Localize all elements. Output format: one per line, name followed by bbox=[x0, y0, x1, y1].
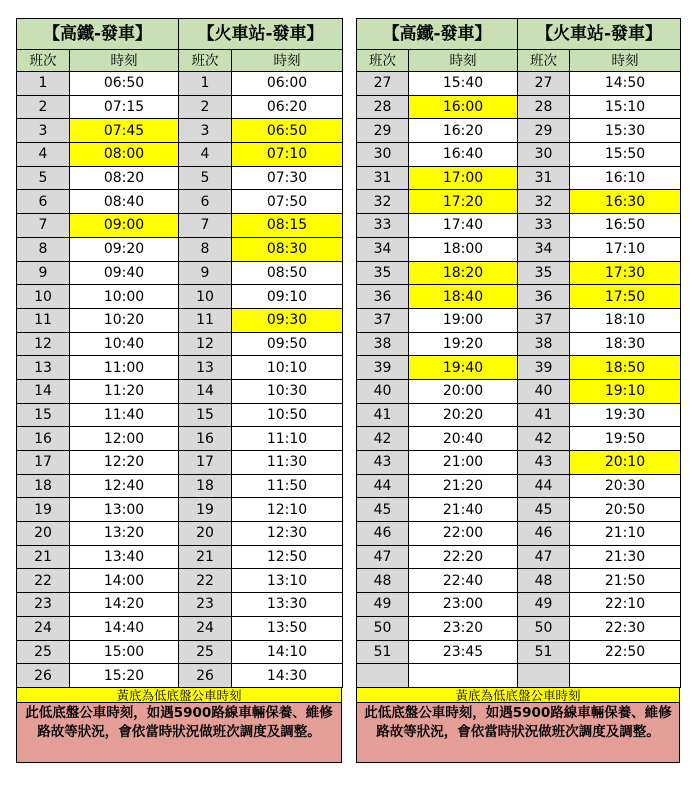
trip-number: 27 bbox=[518, 72, 570, 96]
trip-number: 29 bbox=[357, 119, 409, 143]
trip-number: 28 bbox=[357, 95, 409, 119]
trip-number: 18 bbox=[17, 474, 70, 498]
trip-number: 24 bbox=[17, 616, 70, 640]
departure-time: 10:30 bbox=[232, 379, 343, 403]
trip-number: 45 bbox=[518, 498, 570, 522]
departure-time: 21:00 bbox=[409, 451, 518, 475]
time-header: 時刻 bbox=[70, 50, 179, 72]
trip-number: 13 bbox=[17, 356, 70, 380]
departure-time: 12:30 bbox=[232, 522, 343, 546]
station-departure-title: 【火車站-發車】 bbox=[179, 19, 343, 50]
departure-time: 15:00 bbox=[70, 640, 179, 664]
trip-number: 40 bbox=[518, 379, 570, 403]
departure-time: 15:40 bbox=[409, 72, 518, 96]
table-row bbox=[17, 237, 343, 261]
trip-number: 15 bbox=[17, 403, 70, 427]
trip-number: 45 bbox=[357, 498, 409, 522]
trip-number: 49 bbox=[518, 593, 570, 617]
trip-number: 39 bbox=[357, 356, 409, 380]
low-floor-time: 16:30 bbox=[570, 190, 681, 214]
low-floor-time: 08:30 bbox=[232, 237, 343, 261]
departure-time: 15:50 bbox=[570, 143, 681, 167]
trip-number bbox=[518, 664, 570, 688]
departure-time: 07:50 bbox=[232, 190, 343, 214]
departure-time: 11:00 bbox=[70, 356, 179, 380]
departure-time: 20:50 bbox=[570, 498, 681, 522]
departure-time: 10:00 bbox=[70, 285, 179, 309]
low-floor-legend: 黃底為低底盤公車時刻 bbox=[16, 688, 342, 703]
table-row bbox=[17, 427, 343, 451]
trip-number: 47 bbox=[518, 545, 570, 569]
trip-number: 30 bbox=[357, 143, 409, 167]
trip-number: 47 bbox=[357, 545, 409, 569]
departure-time: 14:10 bbox=[232, 640, 343, 664]
trip-number: 4 bbox=[179, 143, 232, 167]
trip-number: 10 bbox=[179, 285, 232, 309]
title-row bbox=[17, 19, 343, 50]
table-row bbox=[357, 593, 681, 617]
departure-time: 13:10 bbox=[232, 569, 343, 593]
trip-number: 26 bbox=[17, 664, 70, 688]
trip-number bbox=[357, 664, 409, 688]
trip-no-header: 班次 bbox=[17, 50, 70, 72]
trip-number: 20 bbox=[179, 522, 232, 546]
trip-number: 1 bbox=[179, 72, 232, 96]
trip-number: 8 bbox=[17, 237, 70, 261]
low-floor-time: 16:00 bbox=[409, 95, 518, 119]
table-row bbox=[17, 285, 343, 309]
departure-time bbox=[570, 664, 681, 688]
table-row bbox=[357, 72, 681, 96]
table-row bbox=[17, 214, 343, 238]
table-row bbox=[357, 308, 681, 332]
trip-number: 17 bbox=[179, 451, 232, 475]
departure-time: 13:20 bbox=[70, 522, 179, 546]
trip-number: 23 bbox=[179, 593, 232, 617]
trip-number: 16 bbox=[17, 427, 70, 451]
table-row bbox=[357, 451, 681, 475]
trip-number: 29 bbox=[518, 119, 570, 143]
trip-number: 32 bbox=[518, 190, 570, 214]
departure-time: 09:10 bbox=[232, 285, 343, 309]
time-header: 時刻 bbox=[570, 50, 681, 72]
departure-time: 21:30 bbox=[570, 545, 681, 569]
table-row bbox=[357, 522, 681, 546]
departure-time: 14:00 bbox=[70, 569, 179, 593]
departure-time: 09:40 bbox=[70, 261, 179, 285]
departure-time: 13:40 bbox=[70, 545, 179, 569]
trip-number: 31 bbox=[518, 166, 570, 190]
table-row bbox=[17, 474, 343, 498]
departure-time: 10:50 bbox=[232, 403, 343, 427]
trip-number: 41 bbox=[357, 403, 409, 427]
low-floor-time: 17:30 bbox=[570, 261, 681, 285]
table-row bbox=[357, 379, 681, 403]
table-row bbox=[17, 498, 343, 522]
table-row bbox=[357, 119, 681, 143]
departure-time: 13:00 bbox=[70, 498, 179, 522]
trip-number: 2 bbox=[179, 95, 232, 119]
low-floor-time: 08:15 bbox=[232, 214, 343, 238]
title-row bbox=[357, 19, 681, 50]
trip-number: 3 bbox=[17, 119, 70, 143]
table-row bbox=[357, 640, 681, 664]
trip-number: 37 bbox=[357, 308, 409, 332]
departure-time: 23:45 bbox=[409, 640, 518, 664]
departure-time: 20:20 bbox=[409, 403, 518, 427]
departure-time: 22:20 bbox=[409, 545, 518, 569]
trip-number: 25 bbox=[179, 640, 232, 664]
trip-number: 50 bbox=[518, 616, 570, 640]
departure-time: 22:30 bbox=[570, 616, 681, 640]
trip-number: 39 bbox=[518, 356, 570, 380]
low-floor-time: 18:50 bbox=[570, 356, 681, 380]
departure-time: 16:40 bbox=[409, 143, 518, 167]
departure-time: 06:00 bbox=[232, 72, 343, 96]
departure-time: 14:30 bbox=[232, 664, 343, 688]
table-row bbox=[357, 332, 681, 356]
departure-time: 22:40 bbox=[409, 569, 518, 593]
trip-number: 48 bbox=[518, 569, 570, 593]
trip-number: 23 bbox=[17, 593, 70, 617]
departure-time: 21:50 bbox=[570, 569, 681, 593]
low-floor-time: 17:50 bbox=[570, 285, 681, 309]
departure-time: 20:40 bbox=[409, 427, 518, 451]
low-floor-time: 09:00 bbox=[70, 214, 179, 238]
departure-time: 21:10 bbox=[570, 522, 681, 546]
departure-time: 16:20 bbox=[409, 119, 518, 143]
trip-number: 43 bbox=[518, 451, 570, 475]
trip-number: 35 bbox=[518, 261, 570, 285]
trip-number: 1 bbox=[17, 72, 70, 96]
departure-time: 11:30 bbox=[232, 451, 343, 475]
trip-number: 49 bbox=[357, 593, 409, 617]
trip-number: 5 bbox=[179, 166, 232, 190]
table-row bbox=[17, 569, 343, 593]
table-row bbox=[357, 545, 681, 569]
table-row bbox=[357, 569, 681, 593]
table-row bbox=[357, 498, 681, 522]
station-departure-title: 【火車站-發車】 bbox=[518, 19, 681, 50]
low-floor-time: 07:10 bbox=[232, 143, 343, 167]
departure-time: 15:10 bbox=[570, 95, 681, 119]
table-row bbox=[357, 285, 681, 309]
departure-time: 18:30 bbox=[570, 332, 681, 356]
trip-number: 14 bbox=[179, 379, 232, 403]
departure-time: 12:20 bbox=[70, 451, 179, 475]
trip-number: 11 bbox=[17, 308, 70, 332]
table-row bbox=[17, 451, 343, 475]
trip-number: 34 bbox=[357, 237, 409, 261]
header-row bbox=[357, 50, 681, 72]
table-row bbox=[17, 308, 343, 332]
trip-number: 15 bbox=[179, 403, 232, 427]
departure-time: 22:10 bbox=[570, 593, 681, 617]
departure-time: 21:20 bbox=[409, 474, 518, 498]
departure-time: 23:00 bbox=[409, 593, 518, 617]
dispatch-note: 此低底盤公車時刻，如遇5900路線車輛保養、維修路故等狀況，會依當時狀況做班次調度及調整。 bbox=[356, 703, 680, 763]
trip-number: 22 bbox=[17, 569, 70, 593]
trip-number: 25 bbox=[17, 640, 70, 664]
trip-number: 24 bbox=[179, 616, 232, 640]
trip-number: 38 bbox=[518, 332, 570, 356]
departure-time: 16:10 bbox=[570, 166, 681, 190]
departure-time: 18:10 bbox=[570, 308, 681, 332]
departure-time: 11:20 bbox=[70, 379, 179, 403]
trip-number: 12 bbox=[179, 332, 232, 356]
schedule-table bbox=[356, 18, 681, 688]
trip-no-header: 班次 bbox=[518, 50, 570, 72]
table-row bbox=[17, 95, 343, 119]
low-floor-time: 17:00 bbox=[409, 166, 518, 190]
table-row bbox=[357, 166, 681, 190]
low-floor-time: 18:20 bbox=[409, 261, 518, 285]
trip-number: 6 bbox=[17, 190, 70, 214]
time-header: 時刻 bbox=[232, 50, 343, 72]
trip-number: 7 bbox=[179, 214, 232, 238]
departure-time: 10:10 bbox=[232, 356, 343, 380]
departure-time: 10:40 bbox=[70, 332, 179, 356]
low-floor-time: 19:10 bbox=[570, 379, 681, 403]
trip-number: 12 bbox=[17, 332, 70, 356]
departure-time: 11:40 bbox=[70, 403, 179, 427]
trip-number: 5 bbox=[17, 166, 70, 190]
table-row bbox=[17, 522, 343, 546]
table-row bbox=[357, 143, 681, 167]
departure-time: 19:50 bbox=[570, 427, 681, 451]
trip-number: 48 bbox=[357, 569, 409, 593]
trip-number: 34 bbox=[518, 237, 570, 261]
table-row bbox=[17, 190, 343, 214]
trip-number: 22 bbox=[179, 569, 232, 593]
departure-time: 17:10 bbox=[570, 237, 681, 261]
departure-time: 08:40 bbox=[70, 190, 179, 214]
header-row bbox=[17, 50, 343, 72]
departure-time: 06:50 bbox=[70, 72, 179, 96]
departure-time: 11:50 bbox=[232, 474, 343, 498]
table-row bbox=[357, 95, 681, 119]
trip-number: 40 bbox=[357, 379, 409, 403]
departure-time: 19:20 bbox=[409, 332, 518, 356]
hsr-departure-title: 【高鐵-發車】 bbox=[357, 19, 518, 50]
trip-number: 41 bbox=[518, 403, 570, 427]
table-row bbox=[17, 332, 343, 356]
table-row bbox=[17, 261, 343, 285]
low-floor-legend: 黃底為低底盤公車時刻 bbox=[356, 688, 680, 703]
departure-time: 20:30 bbox=[570, 474, 681, 498]
low-floor-time: 20:10 bbox=[570, 451, 681, 475]
departure-time: 07:15 bbox=[70, 95, 179, 119]
table-row bbox=[17, 545, 343, 569]
trip-number: 36 bbox=[518, 285, 570, 309]
departure-time: 20:00 bbox=[409, 379, 518, 403]
trip-number: 50 bbox=[357, 616, 409, 640]
departure-time: 21:40 bbox=[409, 498, 518, 522]
departure-time: 08:50 bbox=[232, 261, 343, 285]
departure-time: 16:50 bbox=[570, 214, 681, 238]
table-row bbox=[357, 474, 681, 498]
table-row bbox=[357, 356, 681, 380]
trip-no-header: 班次 bbox=[357, 50, 409, 72]
table-row bbox=[357, 261, 681, 285]
trip-number: 8 bbox=[179, 237, 232, 261]
schedule-panel-left bbox=[16, 18, 342, 763]
table-row bbox=[357, 403, 681, 427]
trip-number: 2 bbox=[17, 95, 70, 119]
low-floor-time: 17:20 bbox=[409, 190, 518, 214]
departure-time: 18:00 bbox=[409, 237, 518, 261]
table-row bbox=[357, 237, 681, 261]
trip-number: 10 bbox=[17, 285, 70, 309]
table-row bbox=[357, 664, 681, 688]
trip-number: 21 bbox=[17, 545, 70, 569]
trip-number: 51 bbox=[518, 640, 570, 664]
schedule-panel-right bbox=[356, 18, 680, 763]
departure-time: 14:40 bbox=[70, 616, 179, 640]
trip-number: 7 bbox=[17, 214, 70, 238]
trip-number: 30 bbox=[518, 143, 570, 167]
table-row bbox=[17, 356, 343, 380]
departure-time: 14:20 bbox=[70, 593, 179, 617]
trip-number: 43 bbox=[357, 451, 409, 475]
trip-number: 14 bbox=[17, 379, 70, 403]
table-row bbox=[17, 664, 343, 688]
table-row bbox=[17, 616, 343, 640]
low-floor-time: 07:45 bbox=[70, 119, 179, 143]
trip-number: 11 bbox=[179, 308, 232, 332]
trip-number: 21 bbox=[179, 545, 232, 569]
trip-number: 27 bbox=[357, 72, 409, 96]
trip-number: 46 bbox=[357, 522, 409, 546]
trip-number: 37 bbox=[518, 308, 570, 332]
trip-number: 3 bbox=[179, 119, 232, 143]
table-row bbox=[17, 166, 343, 190]
table-row bbox=[17, 72, 343, 96]
table-row bbox=[17, 403, 343, 427]
trip-number: 31 bbox=[357, 166, 409, 190]
table-row bbox=[357, 616, 681, 640]
table-row bbox=[357, 214, 681, 238]
trip-number: 51 bbox=[357, 640, 409, 664]
departure-time: 12:50 bbox=[232, 545, 343, 569]
trip-number: 38 bbox=[357, 332, 409, 356]
departure-time: 13:30 bbox=[232, 593, 343, 617]
trip-number: 4 bbox=[17, 143, 70, 167]
departure-time: 12:10 bbox=[232, 498, 343, 522]
trip-number: 9 bbox=[179, 261, 232, 285]
departure-time: 13:50 bbox=[232, 616, 343, 640]
departure-time: 22:00 bbox=[409, 522, 518, 546]
trip-number: 16 bbox=[179, 427, 232, 451]
table-row bbox=[17, 143, 343, 167]
departure-time: 15:20 bbox=[70, 664, 179, 688]
trip-number: 28 bbox=[518, 95, 570, 119]
departure-time: 12:00 bbox=[70, 427, 179, 451]
hsr-departure-title: 【高鐵-發車】 bbox=[17, 19, 179, 50]
trip-number: 19 bbox=[17, 498, 70, 522]
trip-number: 32 bbox=[357, 190, 409, 214]
trip-number: 19 bbox=[179, 498, 232, 522]
low-floor-time: 06:50 bbox=[232, 119, 343, 143]
trip-no-header: 班次 bbox=[179, 50, 232, 72]
table-row bbox=[357, 427, 681, 451]
time-header: 時刻 bbox=[409, 50, 518, 72]
table-row bbox=[17, 640, 343, 664]
departure-time: 19:30 bbox=[570, 403, 681, 427]
table-row bbox=[17, 593, 343, 617]
departure-time: 09:20 bbox=[70, 237, 179, 261]
trip-number: 42 bbox=[357, 427, 409, 451]
table-row bbox=[17, 379, 343, 403]
trip-number: 33 bbox=[357, 214, 409, 238]
departure-time: 23:20 bbox=[409, 616, 518, 640]
trip-number: 6 bbox=[179, 190, 232, 214]
departure-time: 15:30 bbox=[570, 119, 681, 143]
low-floor-time: 18:40 bbox=[409, 285, 518, 309]
trip-number: 36 bbox=[357, 285, 409, 309]
departure-time: 19:00 bbox=[409, 308, 518, 332]
departure-time bbox=[409, 664, 518, 688]
trip-number: 46 bbox=[518, 522, 570, 546]
departure-time: 09:50 bbox=[232, 332, 343, 356]
departure-time: 14:50 bbox=[570, 72, 681, 96]
trip-number: 33 bbox=[518, 214, 570, 238]
departure-time: 07:30 bbox=[232, 166, 343, 190]
low-floor-time: 08:00 bbox=[70, 143, 179, 167]
departure-time: 12:40 bbox=[70, 474, 179, 498]
departure-time: 08:20 bbox=[70, 166, 179, 190]
departure-time: 17:40 bbox=[409, 214, 518, 238]
dispatch-note: 此低底盤公車時刻，如遇5900路線車輛保養、維修路故等狀況，會依當時狀況做班次調度及調整。 bbox=[16, 703, 342, 763]
schedule-table bbox=[16, 18, 343, 688]
departure-time: 06:20 bbox=[232, 95, 343, 119]
low-floor-time: 19:40 bbox=[409, 356, 518, 380]
departure-time: 22:50 bbox=[570, 640, 681, 664]
trip-number: 42 bbox=[518, 427, 570, 451]
trip-number: 9 bbox=[17, 261, 70, 285]
table-row bbox=[17, 119, 343, 143]
table-row bbox=[357, 190, 681, 214]
low-floor-time: 09:30 bbox=[232, 308, 343, 332]
trip-number: 17 bbox=[17, 451, 70, 475]
trip-number: 20 bbox=[17, 522, 70, 546]
departure-time: 11:10 bbox=[232, 427, 343, 451]
trip-number: 18 bbox=[179, 474, 232, 498]
trip-number: 26 bbox=[179, 664, 232, 688]
departure-time: 10:20 bbox=[70, 308, 179, 332]
trip-number: 35 bbox=[357, 261, 409, 285]
trip-number: 44 bbox=[357, 474, 409, 498]
trip-number: 13 bbox=[179, 356, 232, 380]
trip-number: 44 bbox=[518, 474, 570, 498]
